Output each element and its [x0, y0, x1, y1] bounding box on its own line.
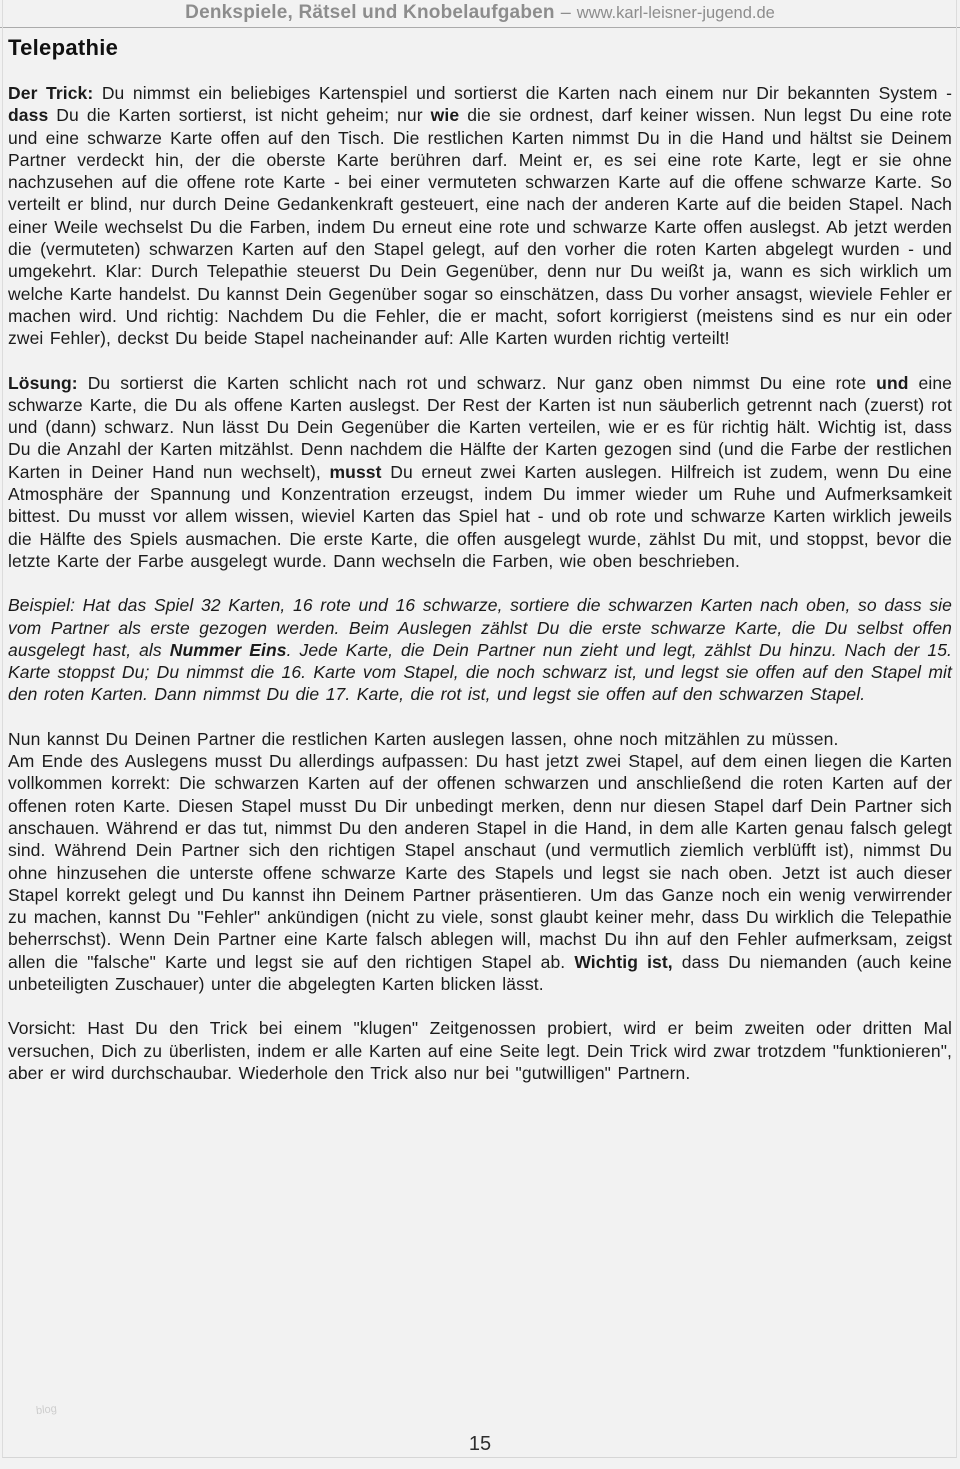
header-divider-line: [0, 27, 960, 28]
paragraph-am-ende: [8, 750, 952, 995]
text-run: Du nimmst ein beliebiges Kartenspiel und sortierst die Karten nach einem nur Dir bekannten System -: [93, 83, 953, 103]
text-run: Beispiel: Hat das Spiel 32 Karten, 16 rote und 16 schwarze, sortiere die schwarzen Karten nach oben, so dass sie vom Partner als erste gezogen werden. Beim Auslegen zählst Du die erste schwarze Karte, die Du selbst offen ausgelegt hast, als: [8, 595, 952, 660]
paragraph-beispiel: [8, 594, 952, 705]
text-run: eine schwarze Karte, die Du als offene Karten auslegst. Der Rest der Karten ist nun säuberlich getrennt nach (zuerst) rot und (dann) schwarz. Nun lässt Du Dein Gegenüber die Karten verteilen, wie er es für richtig hält. Wichtig ist, dass Du die Anzahl der Karten mitzählst. Denn nachdem die Hälfte der Karten gezogen sind (und die Farbe der restlichen Karten in Deiner Hand nun wechselt),: [8, 372, 952, 482]
page-header: [0, 0, 960, 24]
text-run-bold: Wichtig ist,: [574, 951, 673, 972]
paragraph-loesung: [8, 372, 952, 573]
paragraph-vorsicht: [8, 1017, 952, 1084]
header-title: Denkspiele, Rätsel und Knobelaufgaben: [185, 2, 555, 23]
text-run: Du sortierst die Karten schlicht nach rot und schwarz. Nur ganz oben nimmst Du eine rote: [77, 372, 877, 393]
article-body: [8, 82, 952, 1084]
text-run: Nun kannst Du Deinen Partner die restlichen Karten auslegen lassen, ohne noch mitzählen zu müssen.: [8, 728, 839, 749]
header-separator-dash: –: [560, 2, 571, 22]
text-run-bold-italic: Nummer Eins: [169, 639, 287, 660]
text-run-bold: und: [876, 372, 909, 393]
text-run: die sie ordnest, darf keiner wissen. Nun legst Du eine rote und eine schwarze Karte offen auf den Tisch. Die restlichen Karten nimmst Du in die Hand und hältst sie Deinem Partner verdeckt hin, der die oberste Karte berühren darf. Meint er, es sei eine rote Karte, legt er sie ohne nachzusehen auf die offene rote Karte - bei einer vermuteten schwarzen Karte auf die offene schwarze Karte. So verteilt er blind, nur durch Deine Gedankenkraft gesteuert, eine nach der anderen Karte auf die beiden Stapel. Nach einer Weile wechselst Du die Farben, indem Du erneut eine rote und schwarze Karte offen auslegst. Ab jetzt werden die (vermuteten) schwarzen Karten auf den Stapel gelegt, auf den vorher die roten Karten abgelegt wurden - und umgekehrt. Klar: Durch Telepathie steuerst Du Dein Gegenüber, denn nur Du weißt ja, wann es sich wirklich um welche Karte handelst. Du kannst Dein Gegenüber sogar so einschätzen, dass Du vorher ansagst, wieviele Fehler er machen wird. Und richtig: Nachdem Du die Fehler, die er macht, sofort korrigierst (meistens sind es nur ein oder zwei Fehler), deckst Du beide Stapel nacheinander auf: Alle Karten wurden richtig verteilt!: [8, 105, 952, 349]
page-title: Telepathie: [8, 35, 119, 60]
page-number: 15: [468, 1433, 492, 1455]
text-run-bold: Lösung:: [8, 372, 78, 393]
text-run: Du erneut zwei Karten auslegen. Hilfreich ist zudem, wenn Du eine Atmosphäre der Spannung und Konzentration erzeugst, indem Du immer wieder um Ruhe und Aufmerksamkeit bittest. Du musst vor allem wissen, wieviel Karten das Spiel hat - und ob rote und schwarze Karten wirklich jeweils die Hälfte des Spiels ausmachen. Die erste Karte, die offen ausgelegt wurde, zählst Du mit, und stoppst, bevor die letzte Karte der Farbe ausgelegt wurde. Dann wechseln die Farben, wie oben beschrieben.: [8, 461, 952, 571]
text-run: dass Du niemanden (auch keine unbeteiligten Zuschauer) unter die abgelegten Karten blicken lässt.: [8, 951, 952, 994]
text-run: Vorsicht: Hast Du den Trick bei einem "klugen" Zeitgenossen probiert, wird er beim zweiten oder dritten Mal versuchen, Dich zu überlisten, indem er alle Karten auf eine Seite legt. Dein Trick wird zwar trotzdem "funktionieren", aber er wird durchschaubar. Wiederhole den Trick also nur bei "gutwilligen" Partnern.: [8, 1018, 952, 1083]
text-run: . Jede Karte, die Dein Partner nun zieht und legt, zählst Du hinzu. Nach der 15. Karte stoppst Du; Du nimmst die 16. Karte vom Stapel, die noch schwarz ist, und legst sie offen auf den Stapel mit den roten Karten. Dann nimmst Du die 17. Karte, die rot ist, und legst sie offen auf den schwarzen Stapel.: [8, 639, 952, 705]
text-run-bold: musst: [329, 461, 382, 482]
watermark-blog: blog: [35, 1402, 58, 1418]
text-run-bold: dass: [8, 105, 49, 126]
text-run: Du die Karten sortierst, ist nicht geheim; nur: [48, 105, 431, 126]
header-site-url: www.karl-leisner-jugend.de: [576, 4, 775, 22]
paragraph-trick: [8, 82, 952, 350]
text-run-bold: Der Trick:: [8, 83, 94, 103]
text-run-bold: wie: [430, 105, 460, 126]
paragraph-nun-kannst: [8, 728, 952, 750]
text-run: Am Ende des Auslegens musst Du allerdings aufpassen: Du hast jetzt zwei Stapel, auf dem einen liegen die Karten vollkommen korrekt: Die schwarzen Karten auf der offenen schwarzen und anschließend die roten Karten auf der offenen roten Karte. Diesen Stapel musst Du Dir unbedingt merken, denn nur diesen Stapel darf Dein Partner sich anschauen. Während er das tut, nimmst Du den anderen Stapel in die Hand, in dem alle Karten genau falsch gelegt sind. Während Dein Partner sich den richtigen Stapel anschaut (und vermutlich ziemlich verblüfft ist), nimmst Du ohne hinzusehen die unterste offene schwarze Karte des Stapels und legst sie nach oben. Jetzt ist auch dieser Stapel korrekt gelegt und Du kannst ihn Deinem Partner präsentieren. Um das Ganze noch ein wenig verwirrender zu machen, kannst Du "Fehler" ankündigen (nicht zu viele, sonst glaubt keiner mehr, dass Du wirklich die Telepathie beherrschst). Wenn Dein Partner eine Karte falsch ablegen will, machst Du ihn auf den Fehler aufmerksam, zeigst allen die "falsche" Karte und legst sie auf den richtigen Stapel ab.: [8, 751, 952, 972]
